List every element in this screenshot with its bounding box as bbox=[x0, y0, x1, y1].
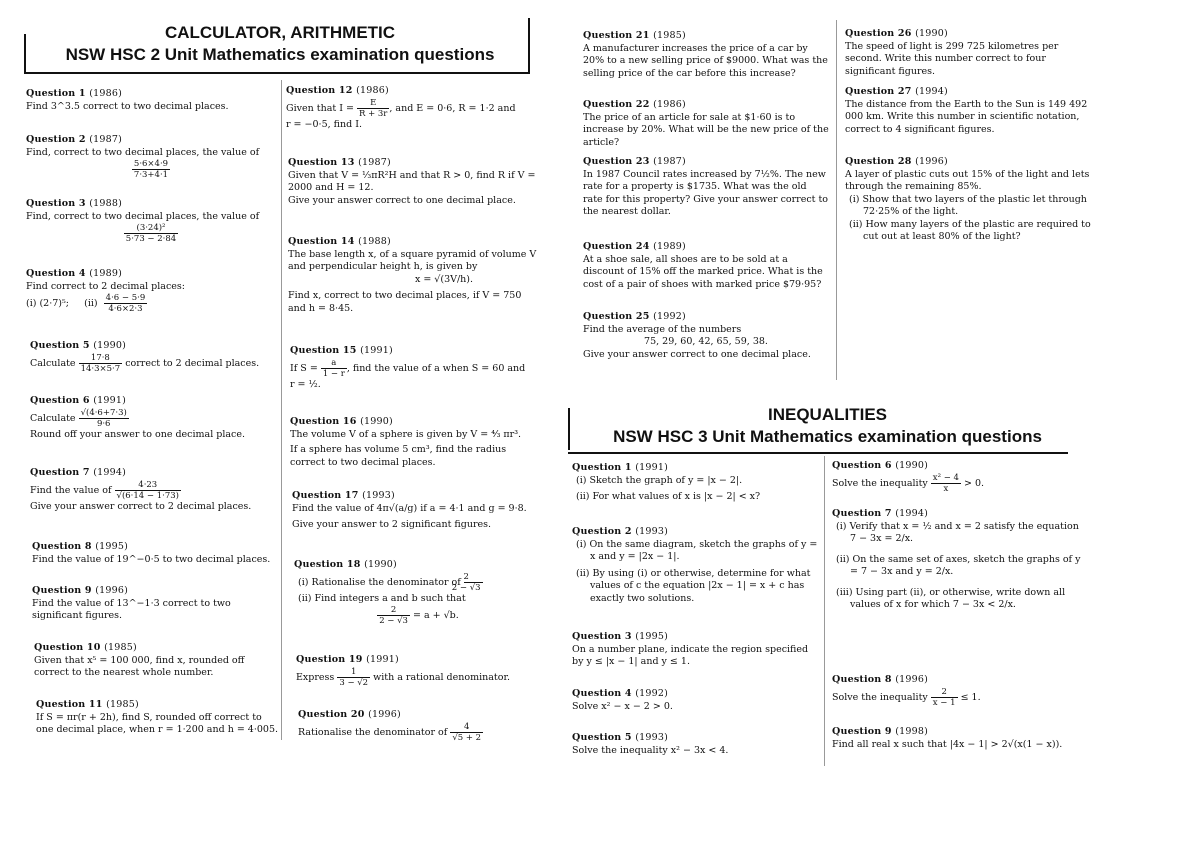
question-text: Calculate bbox=[30, 412, 76, 424]
question-label: Question 11 bbox=[36, 699, 103, 710]
question-label: Question 6 bbox=[30, 395, 90, 406]
fraction bbox=[931, 687, 958, 708]
question-label: Question 8 bbox=[32, 541, 92, 552]
question-year: (1990) bbox=[93, 340, 127, 351]
fraction bbox=[124, 223, 178, 244]
header-right-rule-h bbox=[568, 452, 1068, 454]
fraction bbox=[79, 353, 123, 374]
question-text: Rationalise the denominator of bbox=[298, 726, 448, 738]
question-9 bbox=[32, 585, 280, 623]
question-text: Find, correct to two decimal places, the value of bbox=[26, 210, 260, 222]
question-year: (1993) bbox=[362, 490, 395, 501]
fraction-numerator: 2 bbox=[377, 605, 410, 616]
part-i: (i) Rationalise the denominator of bbox=[298, 576, 461, 588]
question-year: (1985) bbox=[104, 642, 137, 653]
question-text: Find correct to 2 decimal places: bbox=[26, 280, 185, 292]
part-i: (i) On the same diagram, sketch the graphs of y = x and y = |2x − 1|. bbox=[576, 538, 818, 562]
question-year: (1994) bbox=[915, 86, 948, 97]
fraction-denominator: √(6·14 − 1·73) bbox=[116, 490, 179, 501]
fraction-numerator: 2 bbox=[464, 572, 483, 583]
fraction bbox=[104, 293, 148, 314]
ineq-question-5 bbox=[572, 732, 822, 757]
fraction-denominator: √5 + 2 bbox=[452, 732, 482, 743]
question-year: (1996) bbox=[915, 156, 948, 167]
question-24 bbox=[583, 241, 829, 291]
question-label: Question 7 bbox=[832, 508, 892, 519]
question-year: (1990) bbox=[360, 416, 393, 427]
question-text: Solve the inequality x² − 3x < 4. bbox=[572, 744, 729, 756]
question-15 bbox=[290, 345, 540, 391]
fraction-denominator: 9·6 bbox=[96, 418, 111, 429]
part-i: (i) Show that two layers of the plastic let through 72·25% of the light. bbox=[849, 193, 1087, 217]
question-year: (1987) bbox=[653, 156, 686, 167]
question-text: Express bbox=[296, 671, 335, 683]
question-12 bbox=[286, 85, 536, 131]
question-16 bbox=[290, 416, 542, 469]
question-text: Solve x² − x − 2 > 0. bbox=[572, 700, 673, 712]
question-text: Find, correct to two decimal places, the value of bbox=[26, 146, 260, 158]
question-text-2: Give your answer correct to one decimal place. bbox=[583, 348, 811, 360]
question-label: Question 24 bbox=[583, 241, 650, 252]
question-year: (1989) bbox=[89, 268, 123, 279]
question-year: (1990) bbox=[364, 559, 397, 570]
question-text: Given that I = bbox=[286, 102, 354, 114]
question-text-2: Round off your answer to one decimal place. bbox=[30, 428, 246, 440]
question-23 bbox=[583, 156, 829, 219]
question-text: At a shoe sale, all shoes are to be sold at a discount of 15% off the marked price. What is the cost of a pair of shoes with marked price $79·95? bbox=[583, 253, 823, 290]
question-year: (1986) bbox=[653, 99, 686, 110]
question-label: Question 9 bbox=[832, 726, 892, 737]
question-text: The volume V of a sphere is given by V = ⁴⁄₃ πr³. bbox=[290, 428, 522, 440]
question-text: The price of an article for sale at $1·60 is to increase by 20%. What will be the new price of the article? bbox=[583, 111, 829, 148]
fraction-numerator: x² − 4 bbox=[932, 472, 959, 483]
ineq-question-8 bbox=[832, 674, 1082, 708]
column-divider bbox=[836, 20, 837, 380]
fraction-denominator: R + 3r bbox=[358, 108, 388, 119]
question-label: Question 13 bbox=[288, 157, 355, 168]
fraction-numerator: 4·6 − 5·9 bbox=[105, 293, 146, 303]
part-ii: (ii) How many layers of the plastic are required to cut out at least 80% of the light? bbox=[849, 218, 1091, 242]
question-label: Question 8 bbox=[832, 674, 892, 685]
fraction-numerator: 1 bbox=[337, 667, 370, 678]
question-year: (1985) bbox=[653, 30, 686, 41]
question-label: Question 28 bbox=[845, 156, 912, 167]
fraction bbox=[450, 722, 483, 743]
question-year: (1998) bbox=[895, 726, 929, 737]
header-right-subtitle: NSW HSC 3 Unit Mathematics examination questions bbox=[613, 427, 1042, 446]
question-text: Find 3^3.5 correct to two decimal places. bbox=[26, 100, 229, 112]
question-8 bbox=[32, 541, 282, 566]
question-year: (1992) bbox=[635, 688, 669, 699]
question-text: A manufacturer increases the price of a car by 20% to a new selling price of $9000. What was the selling price of the car before this increase? bbox=[583, 42, 828, 79]
question-13 bbox=[288, 157, 540, 207]
question-text: On a number plane, indicate the region specified by y ≤ |x − 1| and y ≤ 1. bbox=[572, 643, 809, 667]
question-text: If S = πr(r + 2h), find S, rounded off correct to one decimal place, when r = 1·200 and h = 4·005. bbox=[36, 711, 279, 735]
ineq-question-9 bbox=[832, 726, 1082, 751]
part-i: (i) Verify that x = ½ and x = 2 satisfy the equation 7 − 3x = 2/x. bbox=[836, 520, 1079, 544]
question-label: Question 17 bbox=[292, 490, 359, 501]
question-text-3: r = ½. bbox=[290, 378, 321, 390]
question-label: Question 19 bbox=[296, 654, 363, 665]
question-text-2: Give your answer correct to 2 decimal places. bbox=[30, 500, 252, 512]
question-label: Question 5 bbox=[30, 340, 90, 351]
question-text: Solve the inequality bbox=[832, 477, 928, 489]
question-text: Calculate bbox=[30, 357, 76, 369]
question-19 bbox=[296, 654, 542, 688]
question-year: (1994) bbox=[895, 508, 929, 519]
question-11 bbox=[36, 699, 280, 737]
question-text-2: Find x, correct to two decimal places, if V = 750 and h = 8·45. bbox=[288, 290, 522, 314]
question-label: Question 16 bbox=[290, 416, 357, 427]
question-text-2: , and E = 0·6, R = 1·2 and bbox=[389, 102, 516, 114]
question-text-2: with a rational denominator. bbox=[373, 671, 510, 683]
question-label: Question 2 bbox=[26, 134, 86, 145]
question-text: Find the value of 19^−0·5 to two decimal places. bbox=[32, 553, 271, 565]
ineq-question-3 bbox=[572, 631, 822, 669]
question-label: Question 12 bbox=[286, 85, 353, 96]
question-7 bbox=[30, 467, 280, 513]
fraction-numerator: 17·8 bbox=[79, 353, 123, 364]
question-18 bbox=[294, 559, 542, 626]
question-label: Question 7 bbox=[30, 467, 90, 478]
question-text-2: correct to 2 decimal places. bbox=[125, 357, 260, 369]
header-left bbox=[30, 22, 530, 66]
question-year: (1991) bbox=[635, 462, 669, 473]
question-year: (1990) bbox=[915, 28, 948, 39]
question-year: (1994) bbox=[93, 467, 127, 478]
question-text-2: ≤ 1. bbox=[960, 691, 981, 703]
header-right-rule-v bbox=[568, 408, 570, 450]
column-divider bbox=[281, 80, 282, 740]
question-label: Question 4 bbox=[572, 688, 632, 699]
equation-rhs: = a + √b. bbox=[412, 610, 459, 621]
question-year: (1988) bbox=[89, 198, 123, 209]
question-label: Question 27 bbox=[845, 86, 912, 97]
fraction-numerator: a bbox=[321, 358, 347, 369]
question-22 bbox=[583, 99, 829, 149]
question-label: Question 1 bbox=[572, 462, 632, 473]
ineq-question-7 bbox=[832, 508, 1082, 612]
header-left-title: CALCULATOR, ARITHMETIC bbox=[164, 23, 396, 42]
question-year: (1996) bbox=[368, 709, 401, 720]
question-year: (1990) bbox=[895, 460, 929, 471]
fraction bbox=[451, 571, 483, 593]
fraction-denominator: 5·73 − 2·84 bbox=[125, 234, 177, 244]
ineq-question-2 bbox=[572, 526, 822, 605]
fraction bbox=[337, 667, 370, 688]
formula: x = √(3V/h). bbox=[414, 273, 474, 285]
fraction-numerator: 5·6×4·9 bbox=[133, 159, 169, 169]
question-year: (1989) bbox=[653, 241, 686, 252]
question-label: Question 6 bbox=[832, 460, 892, 471]
fraction bbox=[931, 473, 961, 494]
question-text: If S = bbox=[290, 362, 318, 374]
question-label: Question 1 bbox=[26, 88, 86, 99]
fraction-numerator: 4·23 bbox=[115, 480, 181, 491]
question-20 bbox=[298, 709, 542, 743]
question-label: Question 25 bbox=[583, 311, 650, 322]
question-text: In 1987 Council rates increased by 7½%. The new rate for a property is $1735. What was the old rate for this property? Give your answer correct to the nearest dollar. bbox=[583, 168, 829, 217]
question-year: (1991) bbox=[366, 654, 399, 665]
question-text: Given that V = ⅓πR²H and that R > 0, find R if V = 2000 and H = 12. bbox=[288, 169, 536, 193]
question-27 bbox=[845, 86, 1095, 136]
part-iii: (iii) Using part (ii), or otherwise, write down all values of x for which 7 − 3x < 2/x. bbox=[836, 586, 1066, 610]
fraction-denominator: 2 − √3 bbox=[379, 616, 408, 626]
fraction-numerator: √(4·6+7·3) bbox=[80, 407, 127, 418]
question-26 bbox=[845, 28, 1095, 78]
question-text: A layer of plastic cuts out 15% of the light and lets through the remaining 85%. bbox=[845, 168, 1090, 192]
question-label: Question 3 bbox=[572, 631, 632, 642]
question-text: The distance from the Earth to the Sun is 149 492 000 km. Write this number in scientific notation, correct to 4 significant figures. bbox=[845, 98, 1088, 135]
question-year: (1996) bbox=[895, 674, 929, 685]
question-text: Find all real x such that |4x − 1| > 2√(x(1 − x)). bbox=[832, 738, 1063, 750]
question-label: Question 14 bbox=[288, 236, 355, 247]
question-2 bbox=[26, 134, 276, 180]
column-divider bbox=[824, 456, 825, 766]
question-text-2: Give your answer correct to one decimal place. bbox=[288, 194, 516, 206]
fraction-numerator: 2 bbox=[931, 687, 958, 698]
part-i: (i) Sketch the graph of y = |x − 2|. bbox=[576, 474, 743, 486]
question-17 bbox=[292, 490, 542, 532]
part-ii: (ii) For what values of x is |x − 2| < x? bbox=[576, 491, 761, 502]
question-year: (1991) bbox=[93, 395, 127, 406]
question-text-2: Give your answer to 2 significant figures. bbox=[292, 519, 492, 530]
part-i: (i) (2·7)⁵; bbox=[26, 298, 70, 309]
fraction-denominator: 14·3×5·7 bbox=[80, 363, 121, 374]
question-year: (1986) bbox=[356, 85, 389, 96]
fraction-numerator: E bbox=[357, 98, 389, 109]
question-4 bbox=[26, 268, 276, 314]
question-label: Question 15 bbox=[290, 345, 357, 356]
question-6 bbox=[30, 395, 280, 441]
question-year: (1986) bbox=[89, 88, 123, 99]
fraction-denominator: 1 − r bbox=[322, 368, 345, 379]
header-right bbox=[570, 404, 1085, 448]
question-text: The speed of light is 299 725 kilometres per second. Write this number correct to four significant figures. bbox=[845, 40, 1059, 77]
question-label: Question 20 bbox=[298, 709, 365, 720]
question-5 bbox=[30, 340, 280, 374]
fraction-denominator: 2 − √3 bbox=[451, 582, 481, 593]
question-text: Find the average of the numbers bbox=[583, 323, 742, 335]
fraction-denominator: x − 1 bbox=[932, 697, 956, 708]
fraction-numerator: (3·24)² bbox=[124, 223, 178, 234]
question-14 bbox=[288, 236, 540, 315]
question-text: Find the value of 13^−1·3 correct to two significant figures. bbox=[32, 597, 231, 621]
fraction-denominator: 7·3+4·1 bbox=[133, 170, 169, 180]
ineq-question-4 bbox=[572, 688, 822, 713]
question-21 bbox=[583, 30, 829, 80]
question-year: (1995) bbox=[95, 541, 129, 552]
question-label: Question 2 bbox=[572, 526, 632, 537]
question-year: (1991) bbox=[360, 345, 393, 356]
question-text: Given that x⁵ = 100 000, find x, rounded off correct to the nearest whole number. bbox=[34, 654, 245, 678]
question-year: (1985) bbox=[106, 699, 139, 710]
header-right-title: INEQUALITIES bbox=[767, 405, 887, 424]
question-text: Find the value of bbox=[30, 484, 112, 496]
question-text: Find the value of 4π√(a/g) if a = 4·1 and g = 9·8. bbox=[292, 502, 527, 514]
part-ii: (ii) Find integers a and b such that bbox=[298, 592, 466, 604]
question-year: (1988) bbox=[358, 236, 391, 247]
question-year: (1993) bbox=[635, 732, 669, 743]
question-label: Question 10 bbox=[34, 642, 101, 653]
question-year: (1996) bbox=[95, 585, 129, 596]
fraction-denominator: 4·6×2·3 bbox=[108, 304, 143, 314]
question-label: Question 26 bbox=[845, 28, 912, 39]
question-text-2: If a sphere has volume 5 cm³, find the radius correct to two decimal places. bbox=[290, 444, 507, 468]
fraction bbox=[115, 480, 181, 501]
question-text-2: , find the value of a when S = 60 and bbox=[346, 362, 526, 374]
fraction-denominator: 3 − √2 bbox=[339, 677, 369, 688]
question-year: (1993) bbox=[635, 526, 669, 537]
header-left-rule-h bbox=[24, 72, 530, 74]
question-year: (1987) bbox=[89, 134, 123, 145]
fraction bbox=[357, 98, 389, 119]
question-text-3: r = −0·5, find I. bbox=[286, 118, 362, 130]
question-text: Solve the inequality bbox=[832, 691, 928, 703]
part-ii: (ii) bbox=[84, 298, 98, 309]
fraction bbox=[321, 358, 347, 379]
question-label: Question 4 bbox=[26, 268, 86, 279]
question-label: Question 9 bbox=[32, 585, 92, 596]
header-left-rule-v bbox=[24, 34, 26, 74]
question-28 bbox=[845, 156, 1095, 244]
fraction-denominator: x bbox=[943, 483, 949, 494]
fraction bbox=[377, 605, 410, 626]
question-label: Question 21 bbox=[583, 30, 650, 41]
ineq-question-6 bbox=[832, 460, 1082, 494]
fraction bbox=[79, 408, 129, 429]
part-ii: (ii) On the same set of axes, sketch the graphs of y = 7 − 3x and y = 2/x. bbox=[836, 553, 1081, 577]
fraction bbox=[132, 159, 170, 180]
question-label: Question 5 bbox=[572, 732, 632, 743]
number-list: 75, 29, 60, 42, 65, 59, 38. bbox=[644, 336, 768, 347]
ineq-question-1 bbox=[572, 462, 822, 504]
question-text: The base length x, of a square pyramid of volume V and perpendicular height h, is given by bbox=[288, 248, 537, 272]
question-3 bbox=[26, 198, 276, 244]
question-label: Question 23 bbox=[583, 156, 650, 167]
question-year: (1992) bbox=[653, 311, 686, 322]
question-10 bbox=[34, 642, 280, 680]
question-year: (1995) bbox=[635, 631, 669, 642]
question-25 bbox=[583, 311, 829, 361]
question-label: Question 22 bbox=[583, 99, 650, 110]
part-ii: (ii) By using (i) or otherwise, determine for what values of c the equation |2x − 1| = x + c has exactly two solutions. bbox=[576, 567, 811, 604]
question-text-2: > 0. bbox=[963, 477, 985, 489]
question-1 bbox=[26, 88, 276, 113]
question-year: (1987) bbox=[358, 157, 391, 168]
header-left-rule-v2 bbox=[528, 18, 530, 74]
fraction-numerator: 4 bbox=[450, 722, 483, 733]
header-left-subtitle: NSW HSC 2 Unit Mathematics examination questions bbox=[65, 45, 495, 64]
question-label: Question 3 bbox=[26, 198, 86, 209]
question-label: Question 18 bbox=[294, 559, 361, 570]
